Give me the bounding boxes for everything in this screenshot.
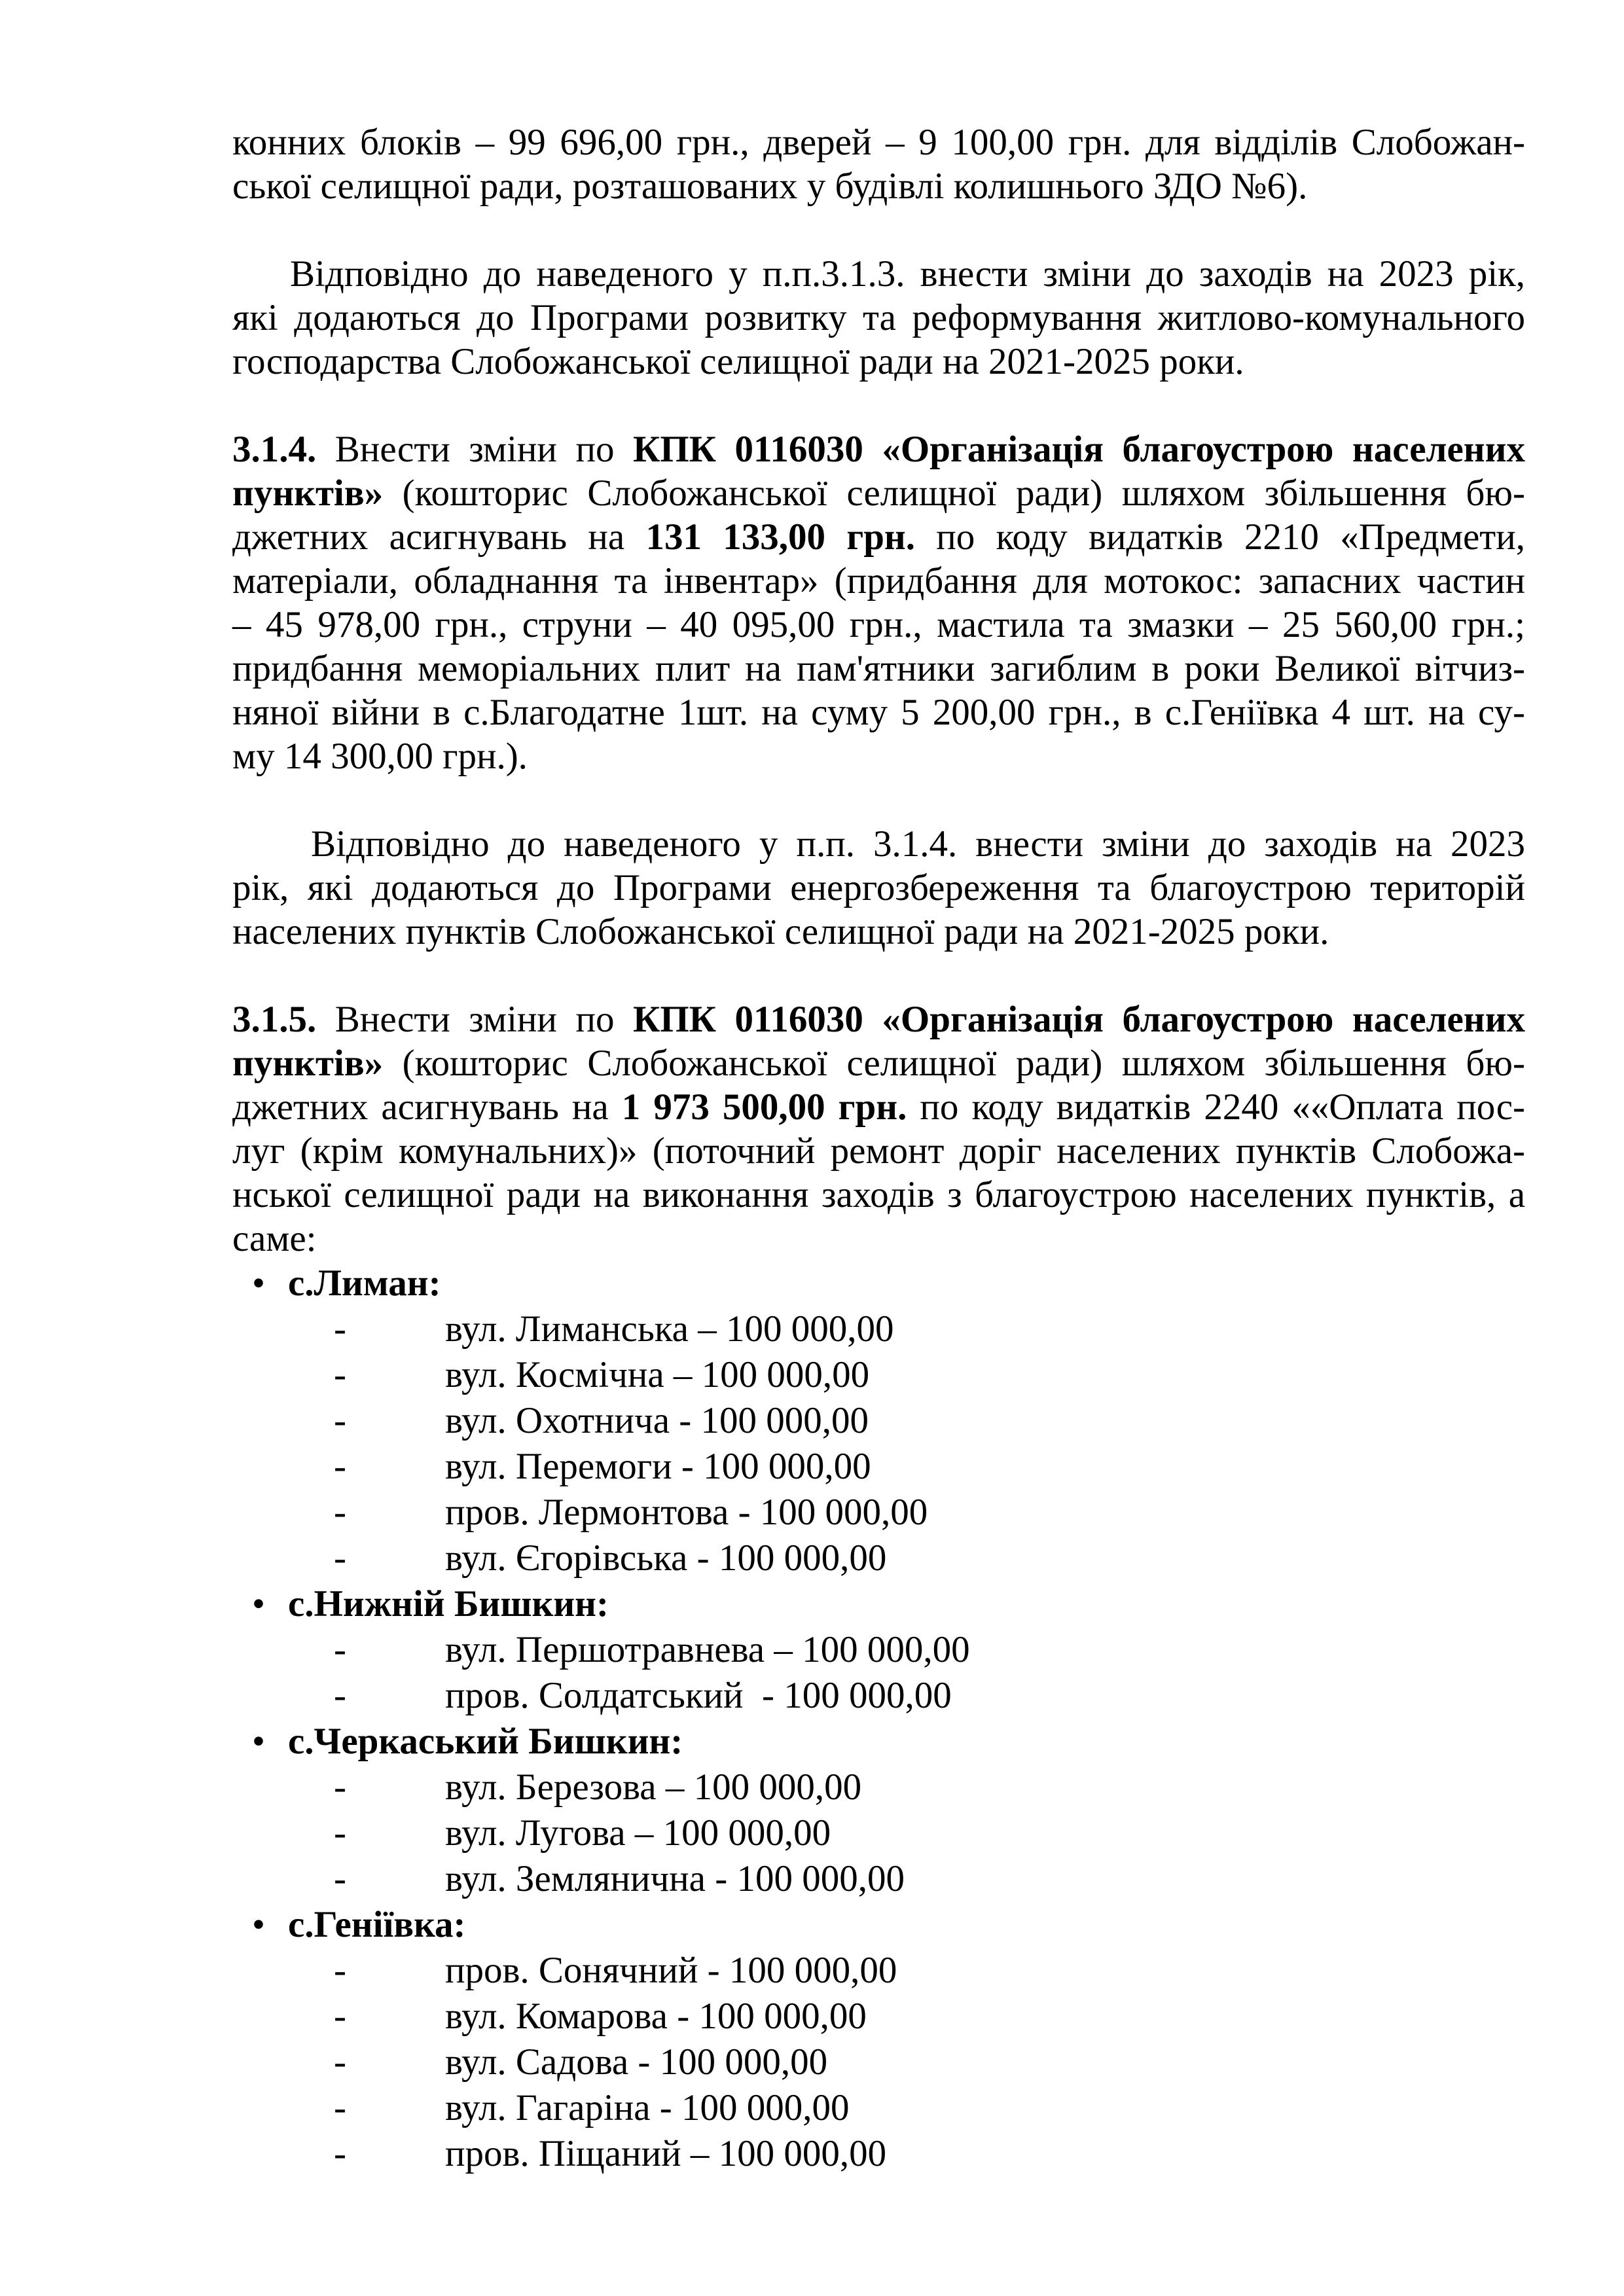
text-line	[232, 910, 1525, 954]
bold-text: 1 973 500,00 грн.	[621, 1086, 907, 1128]
text: джетних асигнувань на	[232, 516, 646, 558]
dash-icon: -	[334, 1629, 346, 1670]
bold-text: пунктів»	[232, 1043, 384, 1084]
street-item	[232, 1352, 1525, 1398]
street-item	[232, 1535, 1525, 1581]
street-item	[232, 1765, 1525, 1810]
dash-icon: -	[334, 1354, 346, 1395]
village-item	[232, 1902, 1525, 1948]
street-item	[232, 1948, 1525, 1994]
street-item	[232, 1306, 1525, 1352]
paragraph-vidpovidno-3-1-4	[232, 822, 1525, 954]
text-line	[232, 120, 1525, 164]
text: луг (крім комунальних)» (поточний ремонт доріг населених пунктів Слобожа-	[232, 1130, 1525, 1172]
street-label: вул. Першотравнева – 100 000,00	[445, 1629, 970, 1670]
text: по коду видатків 2240 ««Оплата пос-	[907, 1086, 1525, 1128]
street-label: пров. Лермонтова - 100 000,00	[445, 1492, 928, 1533]
street-label: вул. Охотнича - 100 000,00	[445, 1400, 869, 1441]
paragraph-spacer	[232, 778, 1525, 822]
text: Відповідно до наведеного у п.п.3.1.3. внести зміни до заходів на 2023 рік,	[290, 253, 1525, 295]
text: по коду видатків 2210 «Предмети,	[915, 516, 1525, 558]
text-line	[232, 1129, 1525, 1173]
village-item	[232, 1581, 1525, 1627]
bold-text: 3.1.4.	[232, 429, 317, 470]
text-line	[232, 427, 1525, 471]
document-content	[232, 120, 1525, 2177]
dash-icon: -	[334, 1446, 346, 1487]
street-label: пров. Піщаний – 100 000,00	[445, 2133, 887, 2174]
street-item	[232, 1856, 1525, 1902]
street-label: вул. Садова - 100 000,00	[445, 2041, 828, 2083]
paragraph-spacer	[232, 954, 1525, 997]
text-line	[232, 1217, 1525, 1261]
village-label: с.Геніївка:	[288, 1904, 466, 1945]
text: Внести зміни по	[316, 999, 633, 1040]
bullet-icon: •	[252, 1263, 265, 1304]
text: рік, які додаються до Програми енергозбереження та благоустрою територій	[232, 867, 1525, 908]
text-line	[232, 1173, 1525, 1217]
street-item	[232, 1627, 1525, 1673]
dash-icon: -	[334, 2087, 346, 2128]
dash-icon: -	[334, 1812, 346, 1854]
text-line	[232, 1085, 1525, 1129]
text: – 45 978,00 грн., струни – 40 095,00 грн., мастила та змазки – 25 560,00 грн.;	[232, 604, 1525, 645]
text-line	[232, 471, 1525, 515]
street-label: пров. Солдатський - 100 000,00	[445, 1675, 952, 1716]
text: (кошторис Слобожанської селищної ради) шляхом збільшення бю-	[383, 1043, 1525, 1084]
street-label: вул. Березова – 100 000,00	[445, 1767, 862, 1808]
text: саме:	[232, 1218, 317, 1259]
text-line	[232, 1041, 1525, 1085]
village-item	[232, 1261, 1525, 1306]
street-label: вул. Космічна – 100 000,00	[445, 1354, 870, 1395]
text: нської селищної ради на виконання заходів з благоустрою населених пунктів, а	[232, 1174, 1525, 1215]
street-label: вул. Лиманська – 100 000,00	[445, 1308, 894, 1350]
dash-icon: -	[334, 2133, 346, 2174]
text-line	[232, 734, 1525, 778]
bold-text: пунктів»	[232, 473, 384, 514]
text: населених пунктів Слобожанської селищної ради на 2021-2025 роки.	[232, 911, 1329, 952]
street-item	[232, 2085, 1525, 2131]
dash-icon: -	[334, 1308, 346, 1350]
paragraph-window-blocks	[232, 120, 1525, 208]
dash-icon: -	[334, 2041, 346, 2083]
dash-icon: -	[334, 1950, 346, 1991]
bullet-icon: •	[252, 1904, 265, 1945]
paragraph-3-1-5	[232, 997, 1525, 1261]
village-label: с.Черкаський Бишкин:	[288, 1721, 683, 1762]
bold-text: 131 133,00 грн.	[645, 516, 915, 558]
paragraph-spacer	[232, 384, 1525, 427]
village-item	[232, 1719, 1525, 1765]
street-label: вул. Комарова - 100 000,00	[445, 1996, 867, 2037]
bullet-icon: •	[252, 1721, 265, 1762]
street-item	[232, 1994, 1525, 2039]
text: (кошторис Слобожанської селищної ради) шляхом збільшення бю-	[383, 473, 1525, 514]
street-item	[232, 1490, 1525, 1535]
text-line	[232, 997, 1525, 1041]
text: господарства Слобожанської селищної ради на 2021-2025 роки.	[232, 341, 1244, 382]
text: Внести зміни по	[316, 429, 633, 470]
dash-icon: -	[334, 1400, 346, 1441]
street-item	[232, 2131, 1525, 2177]
street-label: пров. Сонячний - 100 000,00	[445, 1950, 897, 1991]
text: Відповідно до наведеного у п.п. 3.1.4. внести зміни до заходів на 2023	[311, 823, 1525, 865]
street-item	[232, 1673, 1525, 1719]
street-item	[232, 2039, 1525, 2085]
text: придбання меморіальних плит на пам'ятники загиблим в роки Великої вітчиз-	[232, 648, 1525, 689]
text: конних блоків – 99 696,00 грн., дверей – 9 100,00 грн. для відділів Слобожан-	[232, 122, 1525, 163]
dash-icon: -	[334, 1858, 346, 1899]
text-line	[232, 515, 1525, 559]
text-line	[232, 603, 1525, 647]
text: му 14 300,00 грн.).	[232, 736, 528, 777]
dash-icon: -	[334, 1675, 346, 1716]
bullet-icon: •	[252, 1583, 265, 1624]
paragraph-spacer	[232, 208, 1525, 252]
street-label: вул. Єгорівська - 100 000,00	[445, 1537, 887, 1579]
text-line	[232, 559, 1525, 603]
bold-text: 3.1.5.	[232, 999, 317, 1040]
text: матеріали, обладнання та інвентар» (придбання для мотокос: запасних частин	[232, 560, 1525, 601]
text-line	[232, 296, 1525, 340]
bold-text: КПК 0116030 «Організація благоустрою населених	[633, 999, 1525, 1040]
text-line	[232, 164, 1525, 208]
bold-text: КПК 0116030 «Організація благоустрою населених	[633, 429, 1525, 470]
text-line	[232, 340, 1525, 384]
text-line	[232, 691, 1525, 734]
text-line	[232, 252, 1525, 296]
dash-icon: -	[334, 1537, 346, 1579]
paragraph-3-1-4	[232, 427, 1525, 778]
text: няної війни в с.Благодатне 1шт. на суму 5 200,00 грн., в с.Геніївка 4 шт. на су-	[232, 692, 1525, 733]
dash-icon: -	[334, 1767, 346, 1808]
street-item	[232, 1444, 1525, 1490]
village-label: с.Лиман:	[288, 1263, 441, 1304]
village-label: с.Нижній Бишкин:	[288, 1583, 609, 1624]
street-label: вул. Гагаріна - 100 000,00	[445, 2087, 850, 2128]
text-line	[232, 866, 1525, 910]
text: джетних асигнувань на	[232, 1086, 622, 1128]
text: ської селищної ради, розташованих у будівлі колишнього ЗДО №6).	[232, 166, 1308, 207]
text-line	[232, 647, 1525, 691]
text-line	[232, 822, 1525, 866]
street-item	[232, 1398, 1525, 1444]
text: які додаються до Програми розвитку та реформування житлово-комунального	[232, 297, 1525, 338]
street-label: вул. Лугова – 100 000,00	[445, 1812, 831, 1854]
paragraph-vidpovidno-3-1-3	[232, 252, 1525, 384]
street-label: вул. Перемоги - 100 000,00	[445, 1446, 871, 1487]
street-item	[232, 1810, 1525, 1856]
dash-icon: -	[334, 1492, 346, 1533]
dash-icon: -	[334, 1996, 346, 2037]
street-label: вул. Землянична - 100 000,00	[445, 1858, 905, 1899]
